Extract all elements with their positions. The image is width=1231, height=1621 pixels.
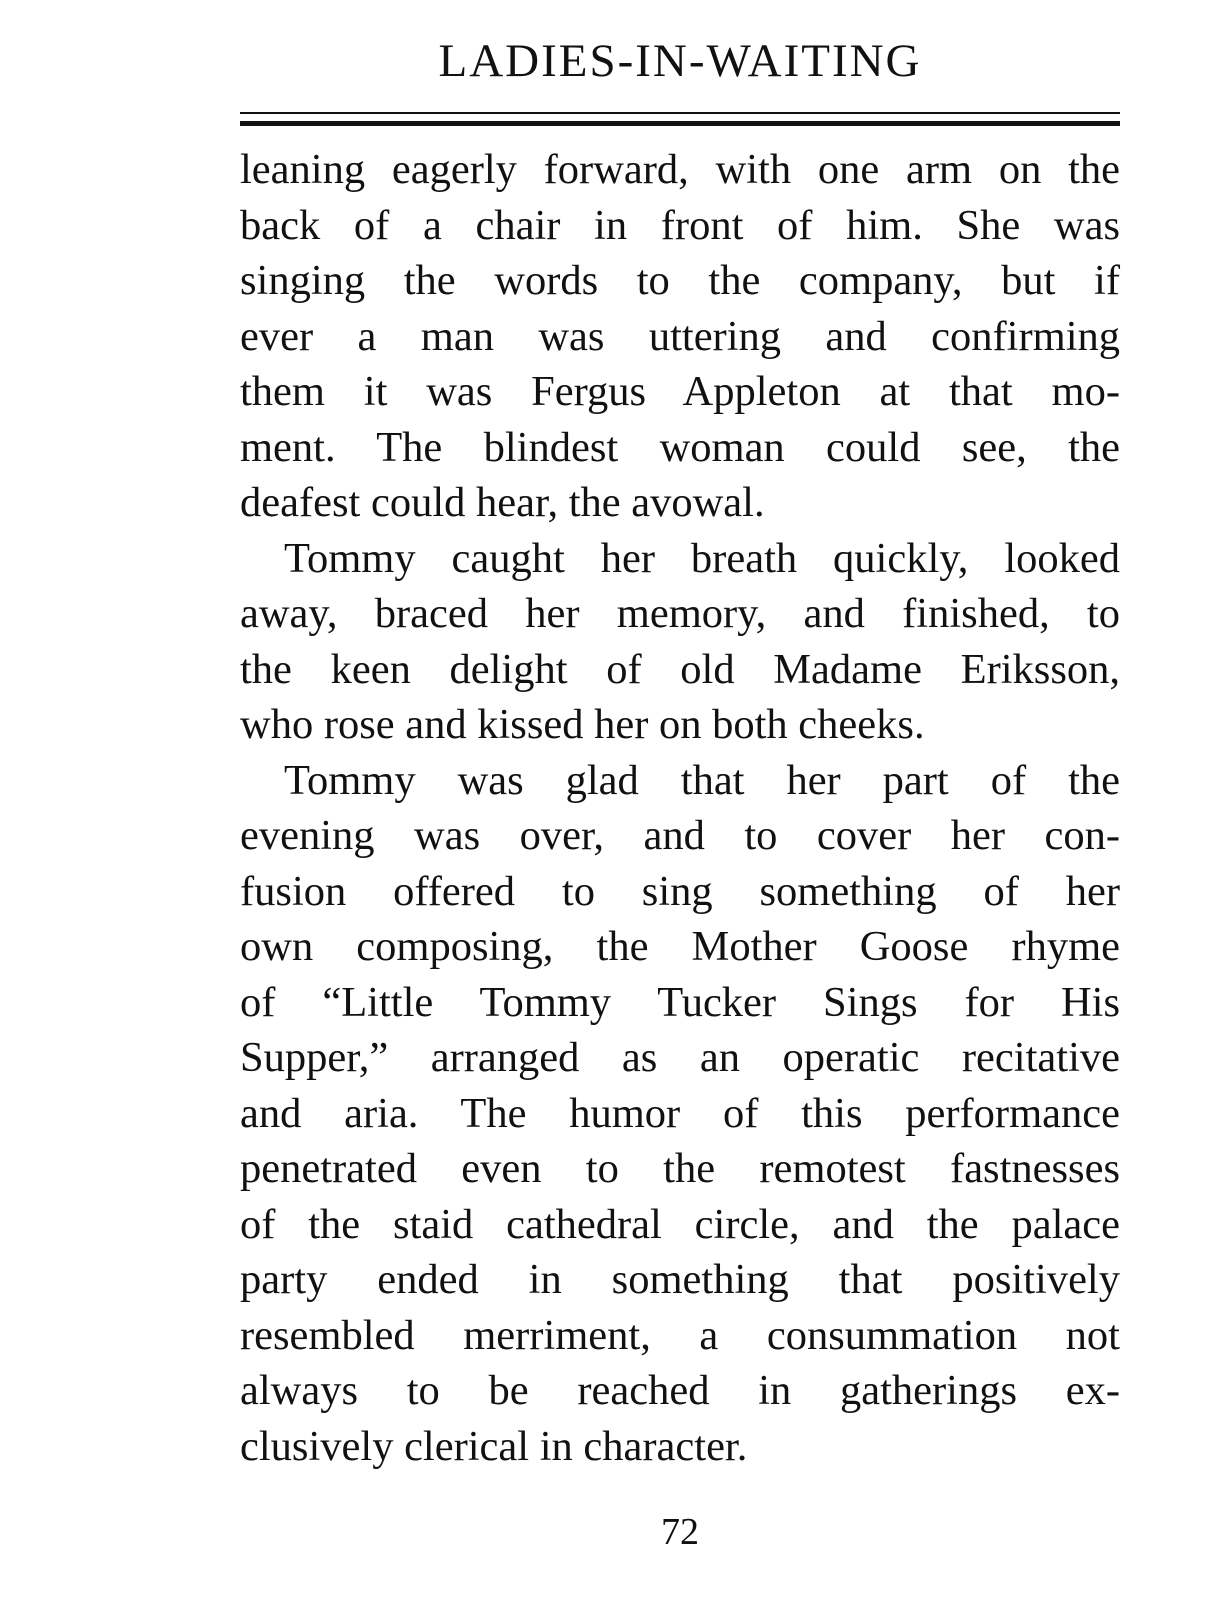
header-rule-thin bbox=[240, 112, 1120, 114]
text-line: ever a man was uttering and confirming bbox=[240, 312, 1120, 360]
running-head: LADIES-IN-WAITING bbox=[438, 35, 922, 87]
text-line: them it was Fergus Appleton at that mo- bbox=[240, 368, 1120, 415]
text-line: Supper,” arranged as an operatic recitative bbox=[240, 1034, 1120, 1081]
text-line: of the staid cathedral circle, and the palace bbox=[240, 1200, 1120, 1248]
text-line: back of a chair in front of him. She was bbox=[240, 201, 1120, 249]
text-line: and aria. The humor of this performance bbox=[240, 1089, 1120, 1137]
header-rule-thick bbox=[240, 121, 1120, 126]
page-number: 72 bbox=[661, 1511, 699, 1553]
paragraph bbox=[240, 142, 1120, 531]
text-line: clusively clerical in character. bbox=[240, 1422, 748, 1470]
text-line: deafest could hear, the avowal. bbox=[240, 479, 765, 526]
text-line: own composing, the Mother Goose rhyme bbox=[240, 923, 1120, 970]
text-line: singing the words to the company, but if bbox=[240, 257, 1120, 304]
text-line: ment. The blindest woman could see, the bbox=[240, 423, 1120, 471]
text-line: Tommy was glad that her part of the bbox=[284, 756, 1120, 804]
text-line: away, braced her memory, and finished, to bbox=[240, 590, 1120, 637]
text-line: penetrated even to the remotest fastnesses bbox=[240, 1145, 1120, 1192]
text-line: party ended in something that positively bbox=[240, 1256, 1120, 1303]
text-line: fusion offered to sing something of her bbox=[240, 867, 1120, 915]
paragraph bbox=[240, 753, 1120, 1475]
text-line: who rose and kissed her on both cheeks. bbox=[240, 701, 925, 748]
paragraph bbox=[240, 531, 1120, 753]
text-line: resembled merriment, a consummation not bbox=[240, 1311, 1120, 1359]
text-line: evening was over, and to cover her con- bbox=[240, 812, 1120, 859]
text-line: of “Little Tommy Tucker Sings for His bbox=[240, 978, 1120, 1026]
text-line: Tommy caught her breath quickly, looked bbox=[284, 534, 1120, 582]
body-text bbox=[240, 142, 1120, 1474]
text-line: leaning eagerly forward, with one arm on the bbox=[240, 146, 1120, 193]
text-line: the keen delight of old Madame Eriksson, bbox=[240, 645, 1120, 693]
text-line: always to be reached in gatherings ex- bbox=[240, 1367, 1120, 1414]
